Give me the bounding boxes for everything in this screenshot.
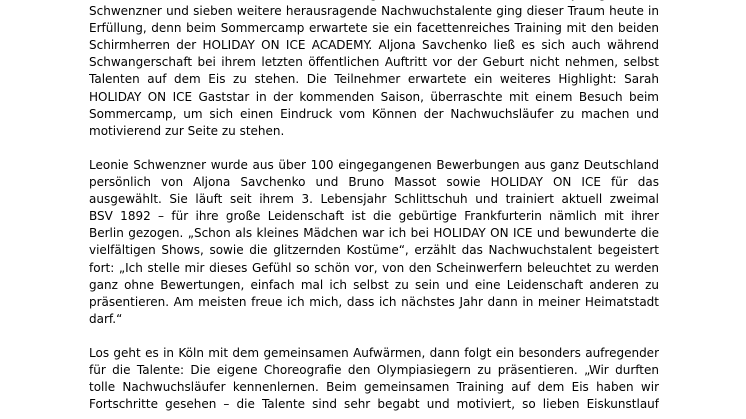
text-line: Erfüllung, denn beim Sommercamp erwartete sie ein facettenreiches Training mit den beiden	[89, 21, 659, 36]
text-line: für die Talente: Die eigene Choreografie den Olympiasiegern zu präsentieren. „Wir durften	[89, 363, 659, 378]
text-line: Schwangerschaft bei ihrem letzten öffentlichen Auftritt vor der Geburt nicht nehmen, selbst	[89, 55, 659, 70]
text-line: Berlin gezogen. „Schon als kleines Mädchen war ich bei HOLIDAY ON ICE und bewunderte die	[89, 226, 659, 241]
paragraph-gap	[89, 140, 659, 157]
text-line: motivierend zur Seite zu stehen.	[89, 123, 285, 138]
text-line: Schwenzner und sieben weitere herausragende Nachwuchstalente ging dieser Traum heute in	[89, 4, 659, 19]
text-line: fort: „Ich stelle mir dieses Gefühl so schön vor, von den Scheinwerfern beleuchtet zu werden	[89, 260, 659, 275]
text-line: Leonie Schwenzner wurde aus über 100 eingegangenen Bewerbungen aus ganz Deutschland	[89, 157, 659, 172]
text-line: ganz ohne Bewertungen, einfach mal ich selbst zu sein und eine Leidenschaft anderen zu	[89, 277, 659, 292]
paragraph-1	[89, 0, 659, 140]
text-line: persönlich von Aljona Savchenko und Bruno Massot sowie HOLIDAY ON ICE für das	[89, 175, 659, 190]
text-line: darf.“	[89, 311, 123, 326]
text-line: Los geht es in Köln mit dem gemeinsamen Aufwärmen, dann folgt ein besonders aufregender	[89, 345, 659, 360]
text-line: ausgewählt. Sie läuft seit ihrem 3. Lebensjahr Schlittschuh und trainiert aktuell zweimal	[89, 192, 659, 207]
text-line: Talenten auf dem Eis zu stehen. Die Teilnehmer erwartete ein weiteres Highlight: Sarah	[89, 72, 659, 87]
paragraph-3	[89, 345, 659, 413]
text-line: BSV 1892 – für ihre große Leidenschaft ist die gebürtige Frankfurterin nämlich mit ihrer	[89, 209, 659, 224]
text-line: vielfältigen Shows, sowie die glitzernden Kostüme“, erzählt das Nachwuchstalent begeistert	[89, 243, 659, 258]
text-line: Fortschritte gesehen – die Talente sind sehr begabt und motiviert, so lieben Eiskunstlauf	[89, 397, 659, 412]
text-line: präsentieren. Am meisten freue ich mich, dass ich nächstes Jahr dann in meiner Heimatstadt	[89, 294, 659, 309]
text-line: HOLIDAY ON ICE Gaststar in der kommenden Saison, überraschte mit einem Besuch beim	[89, 89, 659, 104]
document-page	[89, 0, 659, 413]
paragraph-2	[89, 157, 659, 328]
paragraph-gap	[89, 328, 659, 345]
text-line: tolle Nachwuchsläufer kennenlernen. Beim gemeinsamen Training auf dem Eis haben wir	[89, 380, 659, 395]
text-line: Sommercamp, um sich einen Eindruck vom Können der Nachwuchsläufer zu machen und	[89, 106, 659, 121]
text-line: Schirmherren der HOLIDAY ON ICE ACADEMY. Aljona Savchenko ließ es sich auch während	[89, 38, 659, 53]
